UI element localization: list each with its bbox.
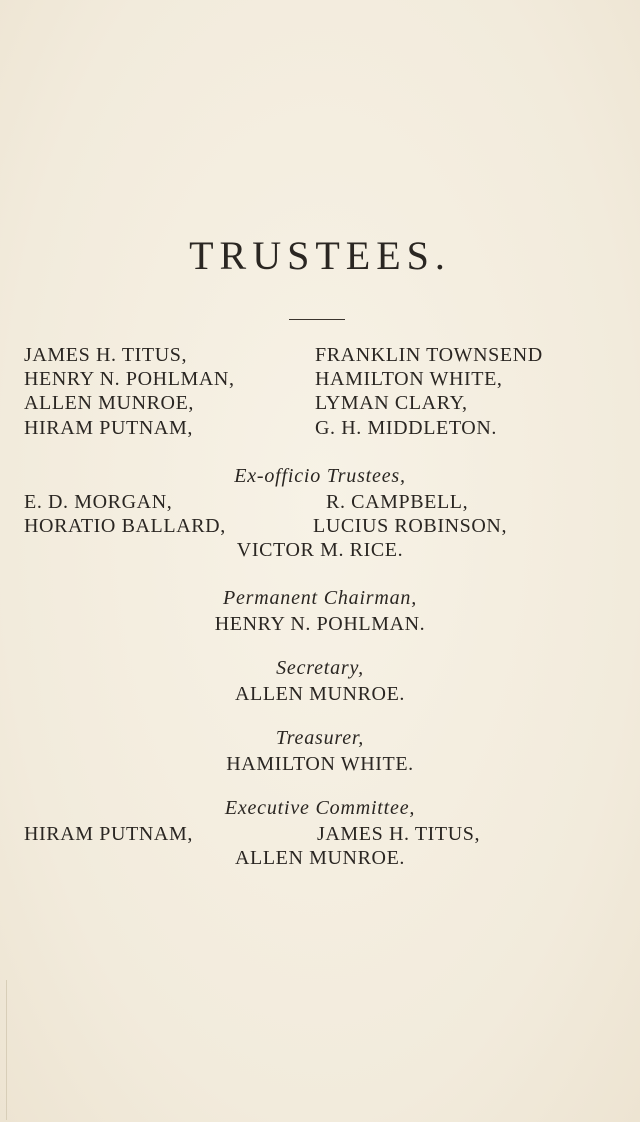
ex-officio-name: LUCIUS ROBINSON, xyxy=(313,515,508,537)
executive-heading: Executive Committee, xyxy=(224,797,416,819)
ex-officio-heading: Ex-officio Trustees, xyxy=(234,465,406,487)
trustee-name: HAMILTON WHITE, xyxy=(315,368,503,390)
trustee-name: G. H. MIDDLETON. xyxy=(315,417,497,439)
chairman-heading: Permanent Chairman, xyxy=(222,587,418,609)
executive-member: HIRAM PUTNAM, xyxy=(24,823,193,845)
executive-member: JAMES H. TITUS, xyxy=(317,823,481,845)
chairman-name: HENRY N. POHLMAN. xyxy=(214,613,426,635)
ex-officio-name: E. D. MORGAN, xyxy=(24,491,173,513)
page-edge xyxy=(6,980,7,1120)
trustee-name: HIRAM PUTNAM, xyxy=(24,417,193,439)
secretary-heading: Secretary, xyxy=(276,657,364,679)
trustee-name: HENRY N. POHLMAN, xyxy=(24,368,235,390)
secretary-name: ALLEN MUNROE. xyxy=(234,683,405,705)
ex-officio-name: VICTOR M. RICE. xyxy=(236,539,404,561)
trustee-name: FRANKLIN TOWNSEND xyxy=(315,344,543,366)
page-title: TRUSTEES. xyxy=(189,233,451,278)
trustee-name: LYMAN CLARY, xyxy=(315,392,468,414)
ex-officio-name: R. CAMPBELL, xyxy=(326,491,469,513)
executive-member: ALLEN MUNROE. xyxy=(234,847,405,869)
trustee-name: JAMES H. TITUS, xyxy=(24,344,188,366)
ex-officio-name: HORATIO BALLARD, xyxy=(24,515,226,537)
title-divider xyxy=(289,319,345,320)
treasurer-heading: Treasurer, xyxy=(275,727,365,749)
treasurer-name: HAMILTON WHITE. xyxy=(226,753,414,775)
trustee-name: ALLEN MUNROE, xyxy=(24,392,195,414)
